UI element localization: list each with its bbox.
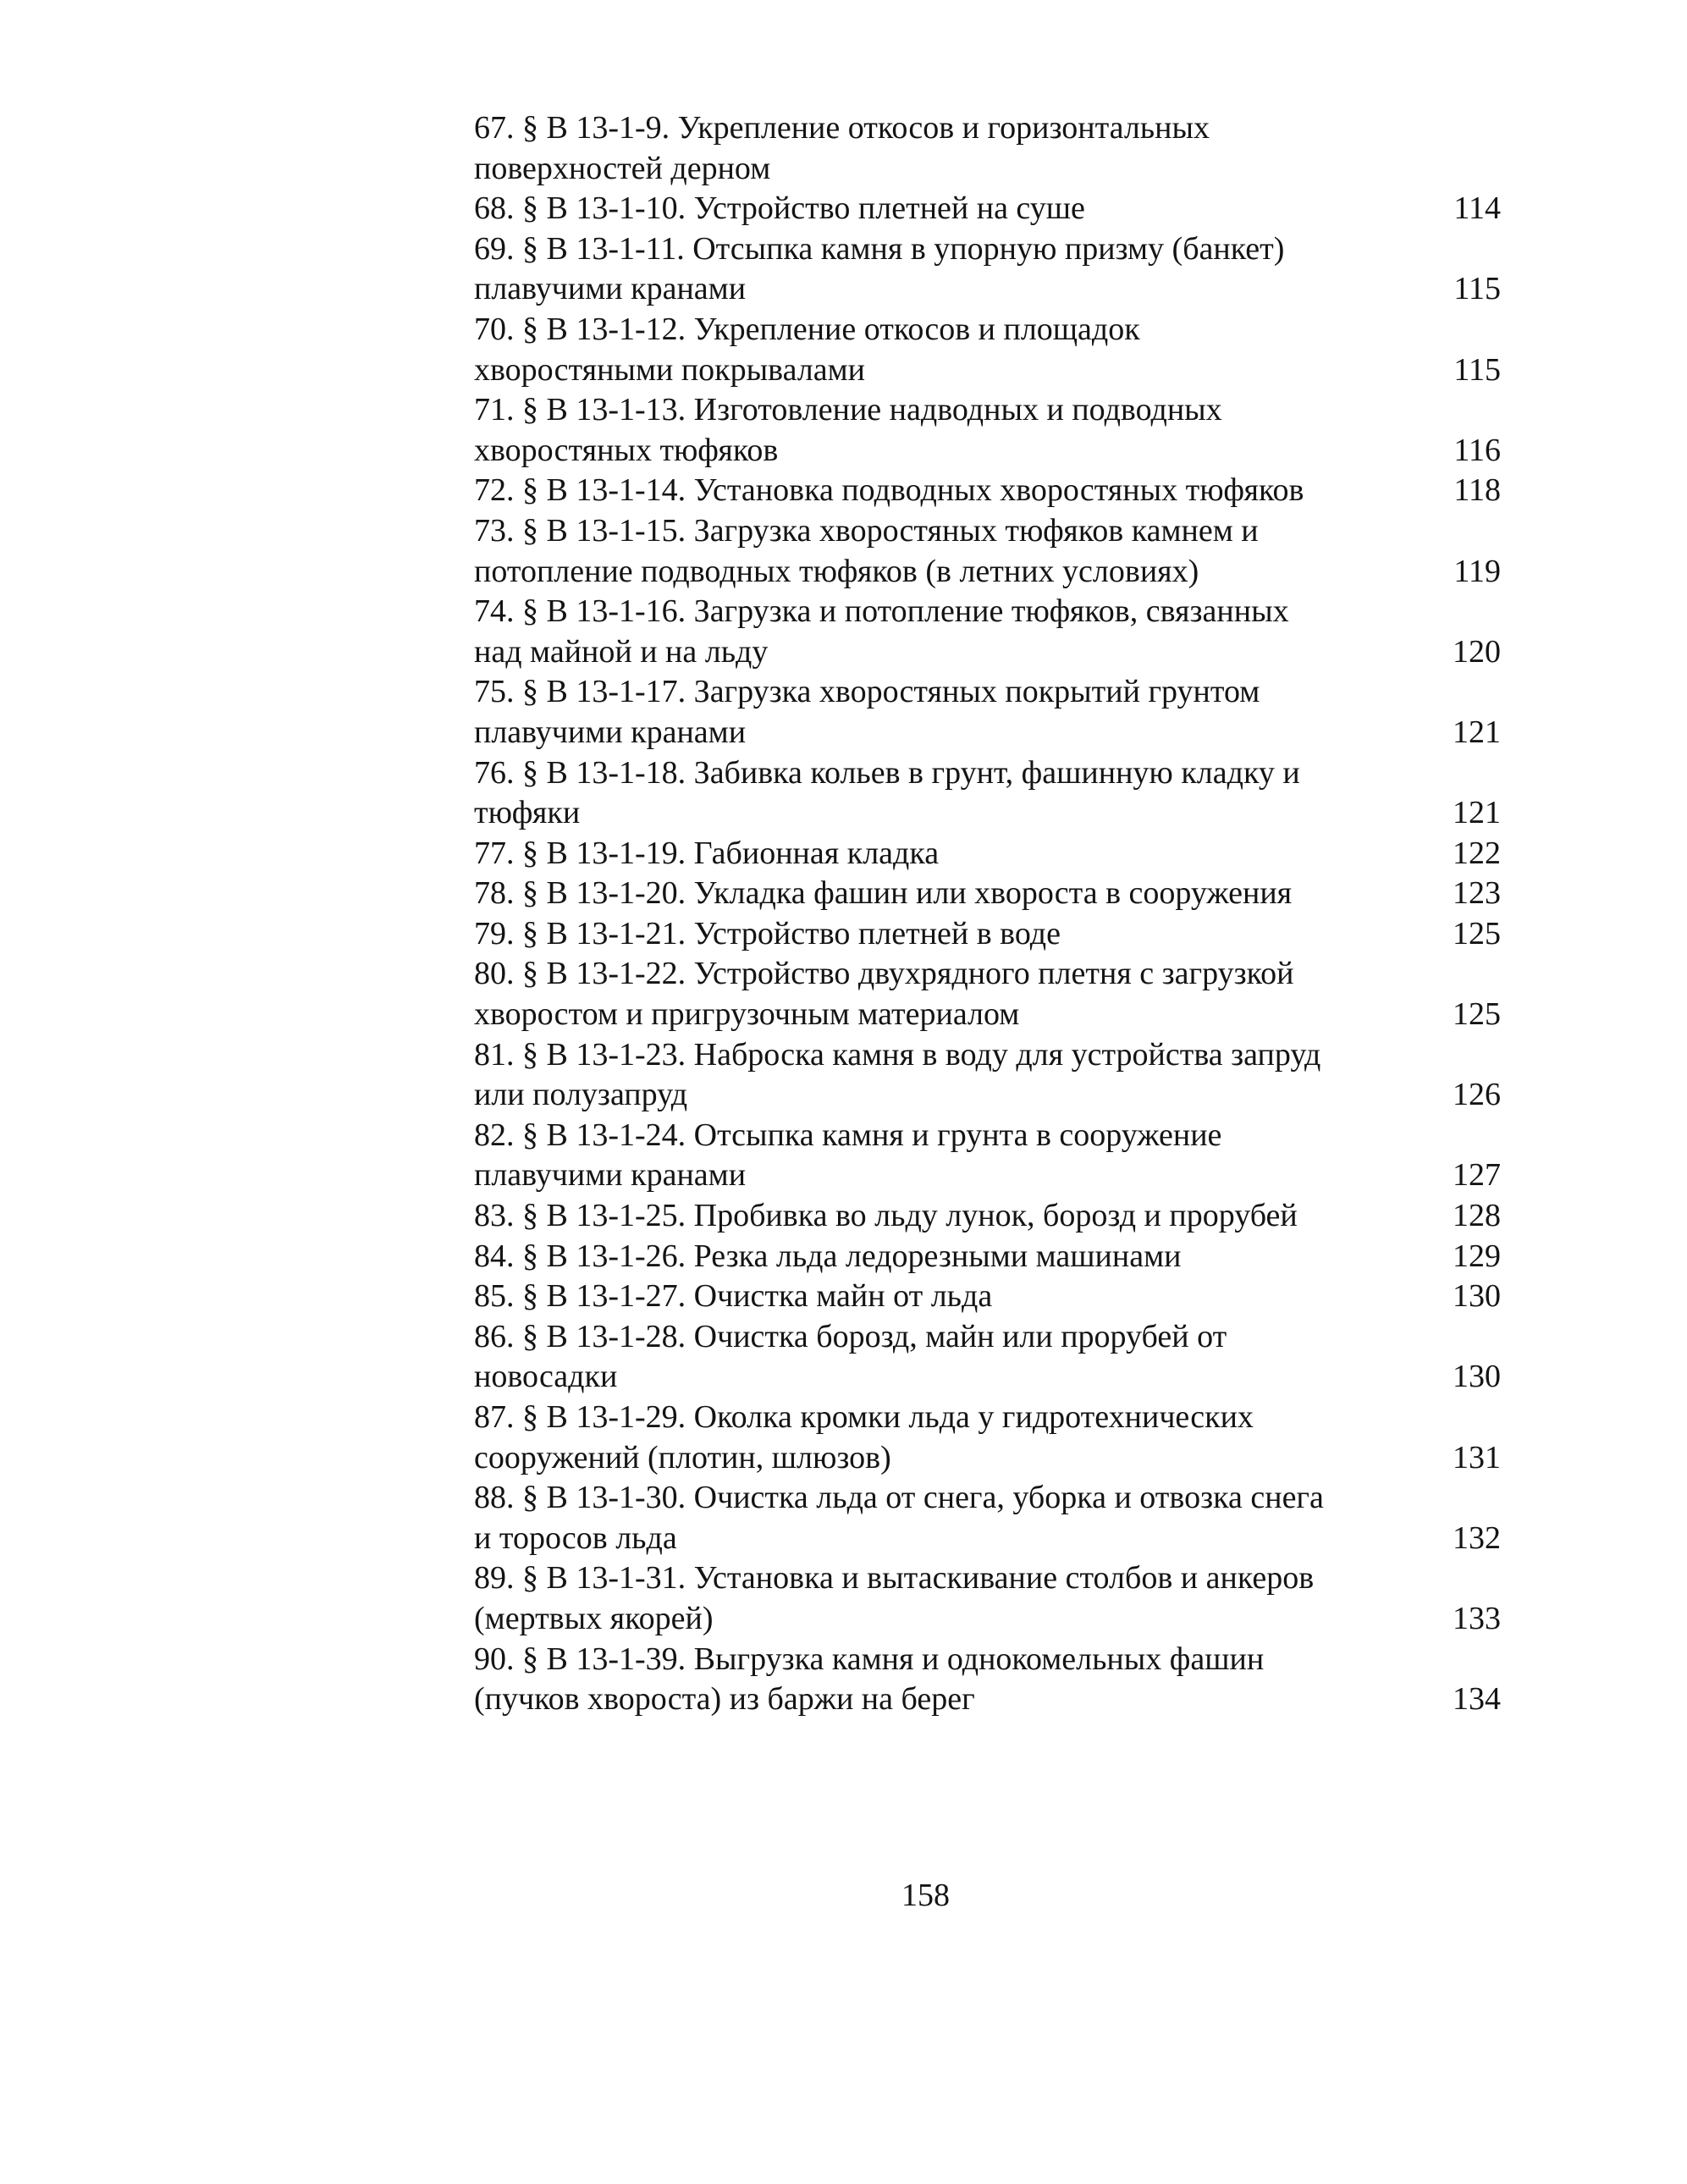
toc-entry bbox=[474, 229, 1507, 310]
toc-entry-page: 114 bbox=[1453, 190, 1501, 227]
toc-entry-line bbox=[474, 592, 1507, 632]
toc-entry-line bbox=[474, 1519, 1507, 1559]
toc-entry bbox=[474, 1478, 1507, 1558]
toc-entry-title: 78. § В 13-1-20. Укладка фашин или хвороста в сооружения bbox=[474, 875, 1293, 912]
toc-entry-title: 88. § В 13-1-30. Очистка льда от снега, уборка и отвозка снега bbox=[474, 1480, 1324, 1516]
toc-entry-page: 127 bbox=[1453, 1157, 1501, 1194]
toc-entry-line bbox=[474, 1317, 1507, 1358]
toc-entry bbox=[474, 471, 1507, 511]
toc-entry-title: 80. § В 13-1-22. Устройство двухрядного плетня с загрузкой bbox=[474, 956, 1294, 992]
toc-entry-title: тюфяки bbox=[474, 795, 581, 831]
toc-entry bbox=[474, 390, 1507, 471]
toc-entry-page: 120 bbox=[1453, 633, 1501, 670]
toc-entry-title: сооружений (плотин, шлюзов) bbox=[474, 1439, 891, 1475]
toc-entry-title: хворостом и пригрузочным материалом bbox=[474, 996, 1020, 1033]
toc-entry bbox=[474, 310, 1507, 390]
toc-entry-line bbox=[474, 1438, 1507, 1479]
toc-entry bbox=[474, 1035, 1507, 1116]
toc-entry bbox=[474, 1558, 1507, 1639]
table-of-contents bbox=[474, 108, 1507, 1720]
toc-entry-title: 87. § В 13-1-29. Околка кромки льда у гидротехнических bbox=[474, 1399, 1254, 1435]
toc-entry-line bbox=[474, 1599, 1507, 1640]
toc-entry-line bbox=[474, 1116, 1507, 1156]
toc-entry-title: (пучков хвороста) из баржи на берег bbox=[474, 1681, 975, 1718]
toc-entry-title: 86. § В 13-1-28. Очистка борозд, майн или прорубей от bbox=[474, 1318, 1227, 1354]
toc-entry bbox=[474, 1640, 1507, 1720]
toc-entry-line bbox=[474, 189, 1507, 229]
toc-entry-title: 79. § В 13-1-21. Устройство плетней в воде bbox=[474, 915, 1061, 951]
toc-entry-line bbox=[474, 1640, 1507, 1680]
toc-entry-page: 131 bbox=[1453, 1439, 1501, 1475]
toc-entry bbox=[474, 1317, 1507, 1398]
toc-entry-page: 115 bbox=[1453, 351, 1501, 388]
toc-entry-line bbox=[474, 310, 1507, 350]
toc-entry-title: хворостяными покрывалами bbox=[474, 351, 866, 388]
toc-entry-line bbox=[474, 954, 1507, 995]
toc-entry-page: 130 bbox=[1453, 1359, 1501, 1395]
toc-entry-title: 75. § В 13-1-17. Загрузка хворостяных покрытий грунтом bbox=[474, 674, 1260, 710]
toc-entry-title: (мертвых якорей) bbox=[474, 1600, 714, 1636]
toc-entry-line bbox=[474, 1357, 1507, 1398]
toc-entry-page: 123 bbox=[1453, 875, 1501, 912]
toc-entry bbox=[474, 1196, 1507, 1237]
toc-entry bbox=[474, 672, 1507, 753]
toc-entry-line bbox=[474, 1075, 1507, 1116]
toc-entry-page: 118 bbox=[1453, 472, 1501, 509]
toc-entry-line bbox=[474, 350, 1507, 391]
toc-entry-title: 74. § В 13-1-16. Загрузка и потопление тюфяков, связанных bbox=[474, 593, 1289, 630]
toc-entry-title: 72. § В 13-1-14. Установка подводных хворостяных тюфяков bbox=[474, 472, 1304, 509]
toc-entry bbox=[474, 108, 1507, 189]
toc-entry-line bbox=[474, 672, 1507, 713]
toc-entry-title: плавучими кранами bbox=[474, 271, 747, 307]
toc-entry bbox=[474, 1277, 1507, 1317]
toc-entry-page: 129 bbox=[1453, 1238, 1501, 1274]
toc-entry-line bbox=[474, 713, 1507, 753]
toc-entry-line bbox=[474, 1679, 1507, 1720]
toc-entry-title: хворостяных тюфяков bbox=[474, 432, 779, 468]
toc-entry-page: 121 bbox=[1453, 795, 1501, 831]
toc-entry-title: 82. § В 13-1-24. Отсыпка камня и грунта в сооружение bbox=[474, 1117, 1222, 1153]
toc-entry-line bbox=[474, 1035, 1507, 1076]
toc-entry-line bbox=[474, 1277, 1507, 1317]
toc-entry-line bbox=[474, 793, 1507, 834]
toc-entry-title: и торосов льда bbox=[474, 1519, 677, 1556]
toc-entry-line bbox=[474, 1196, 1507, 1237]
toc-entry-line bbox=[474, 149, 1507, 190]
toc-entry-line bbox=[474, 431, 1507, 472]
toc-entry bbox=[474, 511, 1507, 592]
toc-entry-page: 125 bbox=[1453, 996, 1501, 1033]
toc-entry-line bbox=[474, 753, 1507, 794]
toc-entry-line bbox=[474, 390, 1507, 431]
toc-entry-page: 133 bbox=[1453, 1600, 1501, 1636]
toc-entry-page: 116 bbox=[1453, 432, 1501, 468]
toc-entry-title: 85. § В 13-1-27. Очистка майн от льда bbox=[474, 1278, 993, 1315]
toc-entry bbox=[474, 1237, 1507, 1277]
toc-entry-title: 81. § В 13-1-23. Наброска камня в воду для устройства запруд bbox=[474, 1036, 1321, 1073]
toc-entry bbox=[474, 914, 1507, 955]
toc-entry-page: 132 bbox=[1453, 1519, 1501, 1556]
toc-entry-line bbox=[474, 995, 1507, 1035]
toc-entry-title: 84. § В 13-1-26. Резка льда ледорезными машинами bbox=[474, 1238, 1182, 1274]
toc-entry-title: поверхностей дерном bbox=[474, 150, 771, 186]
toc-entry-title: 76. § В 13-1-18. Забивка кольев в грунт, фашинную кладку и bbox=[474, 754, 1300, 791]
toc-entry-line bbox=[474, 1478, 1507, 1519]
toc-entry-title: над майной и на льду bbox=[474, 633, 769, 670]
toc-entry-line bbox=[474, 874, 1507, 914]
toc-entry-title: 89. § В 13-1-31. Установка и вытаскивание столбов и анкеров bbox=[474, 1560, 1315, 1597]
toc-entry-page: 128 bbox=[1453, 1198, 1501, 1234]
toc-entry-line bbox=[474, 552, 1507, 593]
toc-entry-page: 134 bbox=[1453, 1681, 1501, 1718]
toc-entry-title: или полузапруд bbox=[474, 1077, 688, 1113]
toc-entry bbox=[474, 954, 1507, 1034]
toc-entry bbox=[474, 834, 1507, 874]
toc-entry-title: 73. § В 13-1-15. Загрузка хворостяных тюфяков камнем и bbox=[474, 512, 1259, 549]
toc-entry-line bbox=[474, 229, 1507, 270]
toc-entry bbox=[474, 753, 1507, 834]
toc-entry-line bbox=[474, 108, 1507, 149]
toc-entry-title: 77. § В 13-1-19. Габионная кладка bbox=[474, 835, 940, 871]
toc-entry-line bbox=[474, 1398, 1507, 1438]
toc-entry-title: 68. § В 13-1-10. Устройство плетней на суше bbox=[474, 190, 1085, 227]
toc-entry-line bbox=[474, 1558, 1507, 1599]
toc-entry-page: 119 bbox=[1453, 553, 1501, 589]
toc-entry-line bbox=[474, 632, 1507, 673]
toc-entry-title: плавучими кранами bbox=[474, 714, 747, 750]
toc-entry-page: 130 bbox=[1453, 1278, 1501, 1315]
toc-entry-title: 71. § В 13-1-13. Изготовление надводных и подводных bbox=[474, 392, 1222, 428]
toc-entry-title: 90. § В 13-1-39. Выгрузка камня и однокомельных фашин bbox=[474, 1641, 1265, 1677]
toc-entry-line bbox=[474, 1237, 1507, 1277]
toc-entry-title: 69. § В 13-1-11. Отсыпка камня в упорную призму (банкет) bbox=[474, 230, 1285, 267]
toc-entry-line bbox=[474, 511, 1507, 552]
page-number: 158 bbox=[901, 1878, 950, 1913]
toc-entry-title: 70. § В 13-1-12. Укрепление откосов и площадок bbox=[474, 311, 1140, 347]
toc-entry-page: 126 bbox=[1453, 1077, 1501, 1113]
toc-entry-title: новосадки bbox=[474, 1359, 618, 1395]
toc-entry-page: 122 bbox=[1453, 835, 1501, 871]
toc-entry-line bbox=[474, 914, 1507, 955]
toc-entry bbox=[474, 1116, 1507, 1196]
toc-entry-line bbox=[474, 1155, 1507, 1196]
toc-entry-page: 121 bbox=[1453, 714, 1501, 750]
toc-entry-line bbox=[474, 471, 1507, 511]
toc-entry-line bbox=[474, 269, 1507, 310]
toc-entry-line bbox=[474, 834, 1507, 874]
toc-entry bbox=[474, 874, 1507, 914]
toc-entry bbox=[474, 189, 1507, 229]
toc-entry-title: 83. § В 13-1-25. Пробивка во льду лунок, борозд и прорубей bbox=[474, 1198, 1298, 1234]
toc-entry-page: 115 bbox=[1453, 271, 1501, 307]
toc-entry-title: потопление подводных тюфяков (в летних условиях) bbox=[474, 553, 1199, 589]
toc-entry bbox=[474, 1398, 1507, 1478]
toc-entry-page: 125 bbox=[1453, 915, 1501, 951]
toc-entry bbox=[474, 592, 1507, 672]
toc-entry-title: плавучими кранами bbox=[474, 1157, 747, 1194]
toc-entry-title: 67. § В 13-1-9. Укрепление откосов и горизонтальных bbox=[474, 110, 1210, 146]
